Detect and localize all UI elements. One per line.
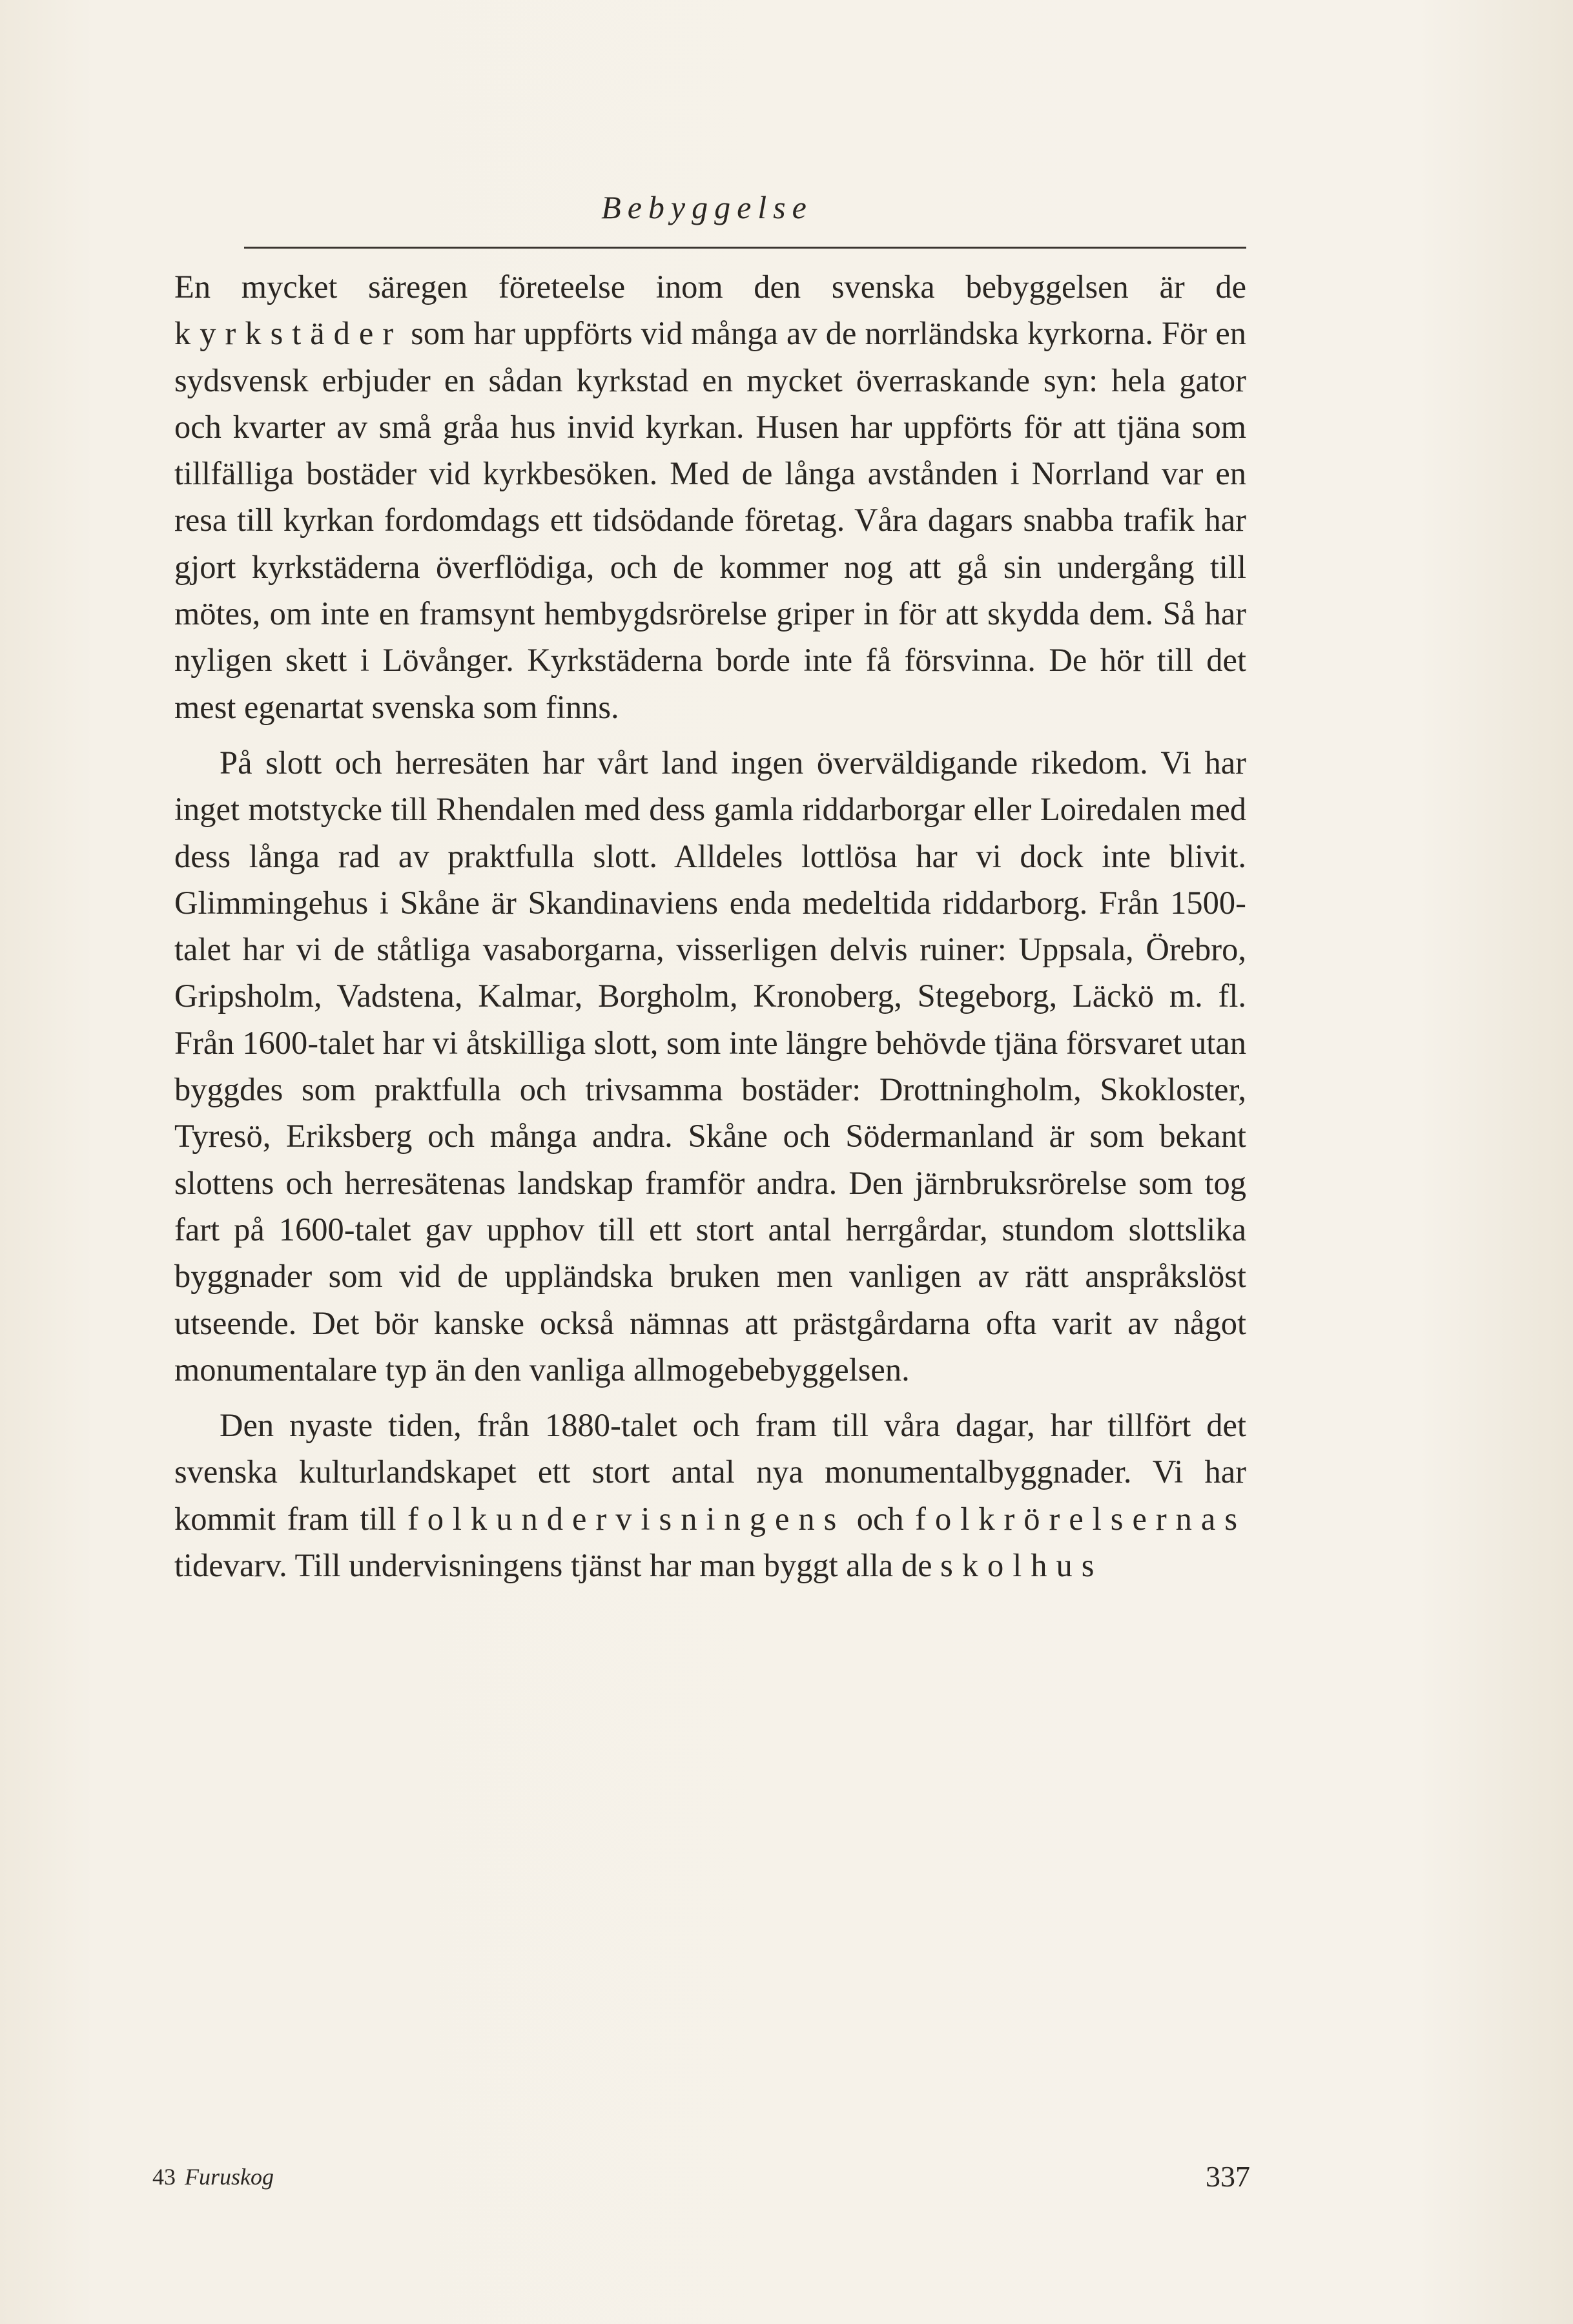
spaced-term: folkrörelsernas xyxy=(915,1500,1247,1537)
signature-number: 43 xyxy=(152,2164,176,2190)
text-run: Den nyaste tiden, från 1880-talet och fram till våra dagar, har tillfört det svenska kulturlandskapet ett stort antal nya monumentalbyggnader. Vi har kommit fram till xyxy=(174,1407,1246,1537)
running-header: Bebyggelse xyxy=(601,189,813,225)
body-text xyxy=(174,263,1246,1589)
header-rule xyxy=(244,247,1246,249)
signature-name: Furuskog xyxy=(185,2164,274,2190)
text-run: En mycket säregen företeelse inom den svenska bebyggelsen är de xyxy=(174,269,1246,305)
spaced-term: folkundervisningens xyxy=(407,1500,846,1537)
signature-mark xyxy=(152,2163,274,2190)
spaced-term: skolhus xyxy=(940,1547,1104,1584)
paragraph-kyrkstader xyxy=(174,263,1246,730)
spaced-term: kyrkstäder xyxy=(174,315,403,352)
text-run: och xyxy=(845,1500,916,1537)
paragraph-slott: På slott och herresäten har vårt land ingen överväldigande rikedom. Vi har inget motstycke till Rhendalen med dess gamla riddarborgar eller Loiredalen med dess långa rad av praktfulla slott. Alldeles lottlösa har vi dock inte blivit. Glimmingehus i Skåne är Skandinaviens enda medeltida riddarborg. Från 1500-talet har vi de ståtliga vasaborgarna, visserligen delvis ruiner: Uppsala, Örebro, Gripsholm, Vadstena, Kalmar, Borgholm, Kronoberg, Stegeborg, Läckö m. fl. Från 1600-talet har vi åtskilliga slott, som inte längre behövde tjäna försvaret utan byggdes som praktfulla och trivsamma bostäder: Drottningholm, Skokloster, Tyresö, Eriksberg och många andra. Skåne och Södermanland är som bekant slottens och herresätenas landskap framför andra. Den järnbruksrörelse som tog fart på 1600-talet gav upphov till ett stort antal herrgårdar, stundom slottslika byggnader som vid de uppländska bruken men vanligen av rätt anspråkslöst utseende. Det bör kanske också nämnas att prästgårdarna ofta varit av något monumentalare typ än den vanliga allmogebebyggelsen. xyxy=(174,744,1246,1388)
paragraph-nyaste-tiden xyxy=(174,1402,1246,1589)
page-number: 337 xyxy=(1206,2160,1250,2193)
text-run: som har uppförts vid många av de norrländska kyrkorna. För en sydsvensk erbjuder en sådan kyrkstad en mycket överraskande syn: hela gator och kvarter av små gråa hus invid kyrkan. Husen har uppförts för att tjäna som tillfälliga bostäder vid kyrkbesöken. Med de långa avstånden i Norrland var en resa till kyrkan fordomdags ett tidsödande företag. Våra dagars snabba trafik har gjort kyrkstäderna överflödiga, och de kommer nog att gå sin undergång till mötes, om inte en framsynt hembygdsrörelse griper in för att skydda dem. Så har nyligen skett i Lövånger. Kyrkstäderna borde inte få försvinna. De hör till det mest egenartat svenska som finns. xyxy=(174,315,1246,725)
text-run: tidevarv. Till undervisningens tjänst har man byggt alla de xyxy=(174,1547,941,1584)
